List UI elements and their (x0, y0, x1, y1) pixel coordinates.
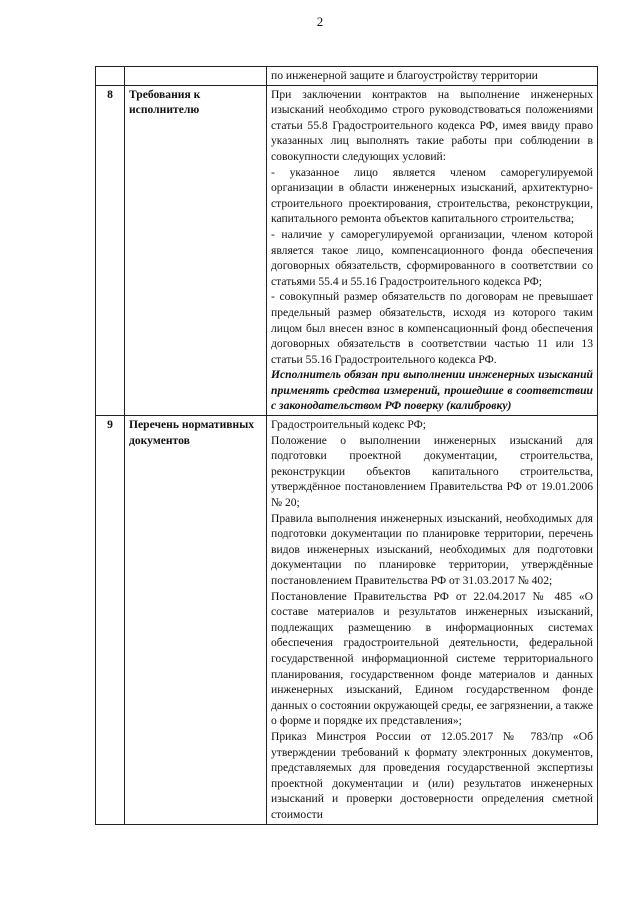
table-row (96, 416, 598, 824)
paragraph: - совокупный размер обязательств по договорам не превышает предельный размер обязательств, исходя из которого таким лицом был внесен взнос в компенсационный фонд обеспечения договорных обязательств в соответствии частью 11 или 13 статьи 55.16 Градостроительного кодекса РФ. (271, 290, 593, 366)
paragraph: Градостроительный кодекс РФ; (271, 418, 427, 432)
row-content (267, 85, 598, 415)
row-number-cell (96, 67, 125, 86)
paragraph: При заключении контрактов на выполнение инженерных изысканий необходимо строго руководствоваться положениями статьи 55.8 Градостроительного кодекса РФ, имея ввиду право указанных лиц выполнять такие работы при соблюдении в совокупности следующих условий: (271, 87, 593, 163)
paragraph: Постановление Правительства РФ от 22.04.2017 № 485 «О составе материалов и результатов инженерных изысканий, подлежащих размещению в информационных системах обеспечения градостроительной деятельности, федеральной государственной информационной системе территориального планирования, государственном фонде материалов и данных инженерных изысканий, Едином государственном фонде данных о состоянии окружающей среды, ее загрязнении, а также о форме и порядке их представления»; (271, 589, 593, 728)
continuation-text: по инженерной защите и благоустройству территории (271, 69, 538, 82)
row-title: Перечень нормативных документов (125, 416, 267, 824)
paragraph: Правила выполнения инженерных изысканий, необходимых для подготовки документации по планировке территории, перечень видов инженерных изысканий, необходимых для подготовки документации по планировке территории, утверждённые постановлением Правительства РФ от 31.03.2017 № 402; (271, 511, 593, 587)
paragraph: - указанное лицо является членом саморегулируемой организации в области инженерных изысканий, архитектурно-строительного проектирования, строительства, реконструкции, капитального ремонта объектов капитального строительства; (271, 165, 593, 226)
table-row (96, 67, 598, 86)
requirements-table (95, 66, 598, 825)
row-number: 9 (96, 416, 125, 824)
paragraph: Приказ Минстроя России от 12.05.2017 № 783/пр «Об утверждении требований к формату электронных документов, представляемых для проведения государственной экспертизы проектной документации и (или) результатов инженерных изысканий и проверки достоверности определения сметной стоимости (271, 729, 593, 821)
row-title: Требования к исполнителю (125, 85, 267, 415)
page-number: 2 (316, 14, 324, 29)
paragraph: Положение о выполнении инженерных изысканий для подготовки проектной документации, строительства, реконструкции объектов капитального строительства, утверждённое постановлением Правительства РФ от 19.01.2006 № 20; (271, 433, 593, 510)
table-row (96, 85, 598, 415)
paragraph: - наличие у саморегулируемой организации, членом которой является такое лицо, компенсационного фонда обеспечения договорных обязательств, сформированного в соответствии со статьями 55.4 и 55.16 Градостроительного кодекса РФ; (271, 227, 593, 288)
row-content-cell (267, 67, 598, 86)
row-number: 8 (96, 85, 125, 415)
row-content (267, 416, 598, 824)
row-title-cell (125, 67, 267, 86)
emphasis-paragraph: Исполнитель обязан при выполнении инженерных изысканий применять средства измерений, прошедшие в соответствии с законодательством РФ поверку (калибровку) (271, 368, 593, 413)
